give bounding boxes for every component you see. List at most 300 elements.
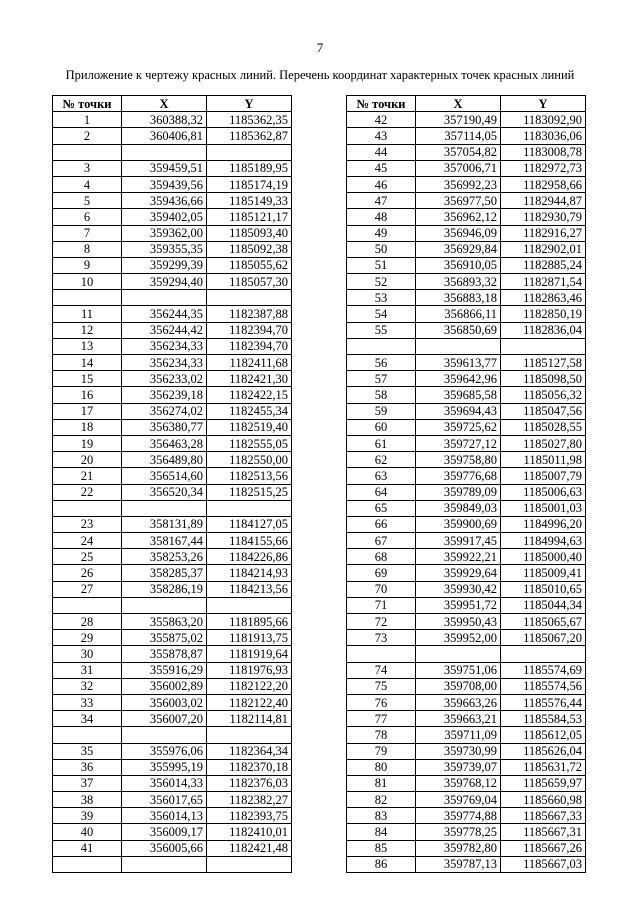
table-row: [347, 452, 586, 468]
cell-x: 359613,77: [416, 355, 501, 371]
table-row: [53, 662, 292, 678]
cell-x: [122, 597, 207, 613]
table-row: [347, 241, 586, 257]
cell-y: 1185189,95: [207, 160, 292, 176]
cell-point-number: [347, 338, 416, 354]
table-row: [347, 533, 586, 549]
cell-point-number: 70: [347, 581, 416, 597]
cell-x: 356007,20: [122, 711, 207, 727]
table-row: [347, 484, 586, 500]
cell-x: 355976,06: [122, 743, 207, 759]
cell-point-number: 18: [53, 419, 122, 435]
cell-point-number: 2: [53, 128, 122, 144]
table-row: [347, 209, 586, 225]
cell-point-number: 49: [347, 225, 416, 241]
cell-y: 1182114,81: [207, 711, 292, 727]
cell-y: 1182871,54: [501, 274, 586, 290]
cell-point-number: 29: [53, 630, 122, 646]
cell-point-number: 13: [53, 338, 122, 354]
table-row: [53, 452, 292, 468]
cell-x: 357114,05: [416, 128, 501, 144]
cell-point-number: [53, 727, 122, 743]
cell-y: 1182958,66: [501, 176, 586, 192]
cell-x: 359355,35: [122, 241, 207, 257]
cell-y: 1185667,33: [501, 808, 586, 824]
cell-y: [501, 338, 586, 354]
cell-y: 1182382,27: [207, 792, 292, 808]
cell-x: [122, 856, 207, 872]
table-row: [347, 435, 586, 451]
cell-y: 1182555,05: [207, 435, 292, 451]
cell-x: 356233,02: [122, 371, 207, 387]
cell-x: 359708,00: [416, 678, 501, 694]
cell-point-number: 50: [347, 241, 416, 257]
cell-y: 1182421,48: [207, 840, 292, 856]
cell-x: 358131,89: [122, 516, 207, 532]
cell-y: 1184127,05: [207, 516, 292, 532]
cell-x: 359769,04: [416, 792, 501, 808]
cell-point-number: 65: [347, 500, 416, 516]
cell-point-number: 69: [347, 565, 416, 581]
cell-point-number: 38: [53, 792, 122, 808]
table-header-row: [53, 96, 292, 112]
cell-x: 359685,58: [416, 387, 501, 403]
cell-y: 1185576,44: [501, 694, 586, 710]
cell-point-number: 63: [347, 468, 416, 484]
cell-y: 1185626,04: [501, 743, 586, 759]
cell-y: 1185007,79: [501, 468, 586, 484]
cell-point-number: 57: [347, 371, 416, 387]
cell-point-number: 39: [53, 808, 122, 824]
cell-y: 1185667,26: [501, 840, 586, 856]
cell-point-number: 55: [347, 322, 416, 338]
table-row: [347, 711, 586, 727]
table-row: [53, 371, 292, 387]
table-row: [347, 856, 586, 872]
cell-point-number: 74: [347, 662, 416, 678]
cell-point-number: [53, 290, 122, 306]
table-row: [53, 824, 292, 840]
cell-point-number: 67: [347, 533, 416, 549]
cell-y: 1182513,56: [207, 468, 292, 484]
cell-x: [122, 290, 207, 306]
cell-x: 356244,42: [122, 322, 207, 338]
cell-x: 359951,72: [416, 597, 501, 613]
cell-y: 1182411,68: [207, 355, 292, 371]
cell-x: 359787,13: [416, 856, 501, 872]
cell-point-number: 14: [53, 355, 122, 371]
table-row: [53, 468, 292, 484]
cell-point-number: 45: [347, 160, 416, 176]
table-row: [53, 338, 292, 354]
cell-y: 1185631,72: [501, 759, 586, 775]
cell-x: 356929,84: [416, 241, 501, 257]
table-header-row: [347, 96, 586, 112]
table-row: [53, 743, 292, 759]
cell-y: 1182394,70: [207, 322, 292, 338]
cell-x: 359950,43: [416, 614, 501, 630]
table-row: [347, 630, 586, 646]
cell-x: 359663,21: [416, 711, 501, 727]
cell-x: 356014,13: [122, 808, 207, 824]
cell-x: 359751,06: [416, 662, 501, 678]
table-row: [347, 274, 586, 290]
cell-point-number: 19: [53, 435, 122, 451]
cell-point-number: 24: [53, 533, 122, 549]
cell-x: 359917,45: [416, 533, 501, 549]
table-row: [53, 160, 292, 176]
cell-y: 1181976,93: [207, 662, 292, 678]
cell-point-number: 81: [347, 775, 416, 791]
cell-x: 356866,11: [416, 306, 501, 322]
cell-x: 357190,49: [416, 112, 501, 128]
table-row: [53, 549, 292, 565]
cell-x: 356380,77: [122, 419, 207, 435]
cell-y: 1185362,87: [207, 128, 292, 144]
cell-y: 1185056,32: [501, 387, 586, 403]
cell-y: 1185574,69: [501, 662, 586, 678]
cell-x: 356962,12: [416, 209, 501, 225]
cell-point-number: [53, 500, 122, 516]
cell-point-number: 33: [53, 694, 122, 710]
cell-y: [207, 597, 292, 613]
cell-y: 1183036,06: [501, 128, 586, 144]
cell-x: 360388,32: [122, 112, 207, 128]
cell-y: 1182410,01: [207, 824, 292, 840]
table-row: [53, 694, 292, 710]
cell-y: 1185574,56: [501, 678, 586, 694]
cell-y: 1182364,34: [207, 743, 292, 759]
cell-point-number: 26: [53, 565, 122, 581]
cell-x: 355916,29: [122, 662, 207, 678]
cell-point-number: 32: [53, 678, 122, 694]
table-row: [347, 176, 586, 192]
cell-point-number: 77: [347, 711, 416, 727]
cell-x: 359778,25: [416, 824, 501, 840]
cell-x: 359439,56: [122, 176, 207, 192]
cell-point-number: 25: [53, 549, 122, 565]
table-row: [53, 144, 292, 160]
table-row: [53, 516, 292, 532]
cell-x: 356883,18: [416, 290, 501, 306]
table-row: [347, 371, 586, 387]
cell-y: 1185065,67: [501, 614, 586, 630]
cell-point-number: 37: [53, 775, 122, 791]
cell-x: 356017,65: [122, 792, 207, 808]
cell-point-number: 73: [347, 630, 416, 646]
cell-x: 359299,39: [122, 257, 207, 273]
header-x: X: [122, 96, 207, 112]
cell-x: 356009,17: [122, 824, 207, 840]
cell-y: [207, 290, 292, 306]
cell-point-number: 78: [347, 727, 416, 743]
table-row: [53, 403, 292, 419]
cell-point-number: 20: [53, 452, 122, 468]
cell-y: 1185010,65: [501, 581, 586, 597]
cell-x: 359663,26: [416, 694, 501, 710]
cell-point-number: [53, 597, 122, 613]
cell-x: 356946,09: [416, 225, 501, 241]
cell-point-number: 41: [53, 840, 122, 856]
cell-x: 356850,69: [416, 322, 501, 338]
table-row: [347, 824, 586, 840]
cell-y: 1185584,53: [501, 711, 586, 727]
cell-y: 1184214,93: [207, 565, 292, 581]
cell-point-number: 11: [53, 306, 122, 322]
cell-point-number: 36: [53, 759, 122, 775]
cell-y: 1182422,15: [207, 387, 292, 403]
cell-x: 359900,69: [416, 516, 501, 532]
cell-point-number: 86: [347, 856, 416, 872]
cell-y: 1182519,40: [207, 419, 292, 435]
table-row: [53, 112, 292, 128]
cell-y: 1182376,03: [207, 775, 292, 791]
table-row: [53, 290, 292, 306]
table-row: [53, 727, 292, 743]
cell-point-number: 79: [347, 743, 416, 759]
table-row: [347, 694, 586, 710]
cell-y: 1182387,88: [207, 306, 292, 322]
cell-x: 355875,02: [122, 630, 207, 646]
table-row: [347, 597, 586, 613]
cell-y: [207, 727, 292, 743]
table-row: [347, 614, 586, 630]
cell-point-number: 1: [53, 112, 122, 128]
cell-point-number: 34: [53, 711, 122, 727]
table-row: [53, 225, 292, 241]
cell-x: 359739,07: [416, 759, 501, 775]
cell-point-number: [347, 646, 416, 662]
table-row: [53, 630, 292, 646]
cell-y: 1185009,41: [501, 565, 586, 581]
cell-point-number: 71: [347, 597, 416, 613]
cell-point-number: 27: [53, 581, 122, 597]
document-title: Приложение к чертежу красных линий. Перечень координат характерных точек красных линий: [65, 68, 575, 82]
cell-point-number: 21: [53, 468, 122, 484]
cell-y: 1182850,19: [501, 306, 586, 322]
table-row: [347, 646, 586, 662]
table-row: [53, 565, 292, 581]
cell-y: [207, 856, 292, 872]
cell-y: 1185659,97: [501, 775, 586, 791]
cell-point-number: 48: [347, 209, 416, 225]
table-row: [347, 306, 586, 322]
cell-y: 1185057,30: [207, 274, 292, 290]
cell-y: 1182836,04: [501, 322, 586, 338]
cell-y: 1184996,20: [501, 516, 586, 532]
cell-x: 359711,09: [416, 727, 501, 743]
cell-point-number: 5: [53, 193, 122, 209]
table-row: [53, 646, 292, 662]
cell-y: 1183008,78: [501, 144, 586, 160]
cell-y: 1185667,03: [501, 856, 586, 872]
table-row: [53, 500, 292, 516]
cell-point-number: 84: [347, 824, 416, 840]
cell-point-number: 59: [347, 403, 416, 419]
cell-x: 359922,21: [416, 549, 501, 565]
table-row: [347, 290, 586, 306]
table-row: [347, 678, 586, 694]
cell-y: 1182122,40: [207, 694, 292, 710]
cell-x: 359776,68: [416, 468, 501, 484]
cell-x: 359362,00: [122, 225, 207, 241]
table-row: [347, 403, 586, 419]
cell-x: 356003,02: [122, 694, 207, 710]
cell-y: 1184994,63: [501, 533, 586, 549]
page-number: 7: [316, 40, 324, 55]
cell-y: [207, 144, 292, 160]
table-row: [53, 257, 292, 273]
table-row: [53, 322, 292, 338]
table-row: [347, 581, 586, 597]
cell-point-number: 35: [53, 743, 122, 759]
cell-x: 356244,35: [122, 306, 207, 322]
cell-x: 356893,32: [416, 274, 501, 290]
table-row: [347, 662, 586, 678]
cell-x: 359459,51: [122, 160, 207, 176]
cell-y: 1182122,20: [207, 678, 292, 694]
cell-point-number: 22: [53, 484, 122, 500]
table-row: [347, 338, 586, 354]
table-row: [53, 581, 292, 597]
cell-point-number: 8: [53, 241, 122, 257]
cell-x: 358286,19: [122, 581, 207, 597]
table-row: [53, 128, 292, 144]
table-row: [347, 759, 586, 775]
cell-point-number: 46: [347, 176, 416, 192]
cell-y: 1185028,55: [501, 419, 586, 435]
table-row: [347, 144, 586, 160]
table-row: [53, 711, 292, 727]
cell-y: 1185000,40: [501, 549, 586, 565]
cell-y: 1182515,25: [207, 484, 292, 500]
cell-point-number: 3: [53, 160, 122, 176]
cell-x: 359952,00: [416, 630, 501, 646]
cell-x: 355995,19: [122, 759, 207, 775]
cell-x: 359782,80: [416, 840, 501, 856]
table-row: [53, 193, 292, 209]
cell-point-number: 4: [53, 176, 122, 192]
table-row: [347, 775, 586, 791]
cell-x: 359727,12: [416, 435, 501, 451]
cell-point-number: [53, 144, 122, 160]
table-row: [53, 856, 292, 872]
cell-point-number: 43: [347, 128, 416, 144]
table-row: [53, 419, 292, 435]
cell-x: 359789,09: [416, 484, 501, 500]
cell-point-number: 12: [53, 322, 122, 338]
table-row: [347, 840, 586, 856]
table-row: [53, 759, 292, 775]
cell-point-number: 31: [53, 662, 122, 678]
table-row: [347, 355, 586, 371]
cell-y: 1182885,24: [501, 257, 586, 273]
cell-point-number: 82: [347, 792, 416, 808]
cell-y: 1185044,34: [501, 597, 586, 613]
cell-point-number: 61: [347, 435, 416, 451]
table-row: [347, 112, 586, 128]
cell-y: 1182902,01: [501, 241, 586, 257]
table-row: [347, 322, 586, 338]
table-row: [347, 225, 586, 241]
cell-y: 1183092,90: [501, 112, 586, 128]
coordinates-table-right: [346, 95, 586, 873]
cell-point-number: 56: [347, 355, 416, 371]
cell-x: 357006,71: [416, 160, 501, 176]
header-point-number: № точки: [347, 96, 416, 112]
cell-x: 356520,34: [122, 484, 207, 500]
cell-y: 1182455,34: [207, 403, 292, 419]
cell-point-number: 80: [347, 759, 416, 775]
table-row: [347, 257, 586, 273]
table-row: [347, 549, 586, 565]
cell-x: 358253,26: [122, 549, 207, 565]
header-point-number: № точки: [53, 96, 122, 112]
table-row: [347, 500, 586, 516]
table-row: [347, 565, 586, 581]
cell-x: 356514,60: [122, 468, 207, 484]
cell-point-number: 40: [53, 824, 122, 840]
cell-x: 355878,87: [122, 646, 207, 662]
cell-y: 1185174,19: [207, 176, 292, 192]
cell-y: 1181913,75: [207, 630, 292, 646]
cell-point-number: 60: [347, 419, 416, 435]
table-row: [53, 387, 292, 403]
table-row: [347, 808, 586, 824]
cell-x: 356489,80: [122, 452, 207, 468]
cell-point-number: 64: [347, 484, 416, 500]
cell-y: 1182370,18: [207, 759, 292, 775]
cell-point-number: 42: [347, 112, 416, 128]
cell-y: 1185149,33: [207, 193, 292, 209]
cell-x: [122, 144, 207, 160]
table-row: [347, 387, 586, 403]
cell-x: 359768,12: [416, 775, 501, 791]
cell-y: 1182421,30: [207, 371, 292, 387]
table-row: [53, 597, 292, 613]
cell-y: 1185055,62: [207, 257, 292, 273]
table-row: [347, 516, 586, 532]
table-row: [53, 274, 292, 290]
cell-y: 1185098,50: [501, 371, 586, 387]
cell-y: 1184155,66: [207, 533, 292, 549]
cell-x: 355863,20: [122, 614, 207, 630]
cell-y: 1181895,66: [207, 614, 292, 630]
cell-point-number: 6: [53, 209, 122, 225]
cell-x: 356910,05: [416, 257, 501, 273]
cell-y: 1185006,63: [501, 484, 586, 500]
cell-point-number: 83: [347, 808, 416, 824]
cell-y: 1182972,73: [501, 160, 586, 176]
cell-y: 1182394,70: [207, 338, 292, 354]
cell-y: 1184226,86: [207, 549, 292, 565]
cell-y: [207, 500, 292, 516]
cell-x: 356234,33: [122, 338, 207, 354]
cell-y: 1184213,56: [207, 581, 292, 597]
table-row: [53, 614, 292, 630]
cell-point-number: 62: [347, 452, 416, 468]
cell-x: 359436,66: [122, 193, 207, 209]
cell-x: 356234,33: [122, 355, 207, 371]
cell-y: 1185093,40: [207, 225, 292, 241]
cell-point-number: 54: [347, 306, 416, 322]
cell-point-number: 85: [347, 840, 416, 856]
cell-y: 1185067,20: [501, 630, 586, 646]
table-row: [53, 484, 292, 500]
table-row: [53, 678, 292, 694]
cell-y: 1182916,27: [501, 225, 586, 241]
cell-x: 359402,05: [122, 209, 207, 225]
